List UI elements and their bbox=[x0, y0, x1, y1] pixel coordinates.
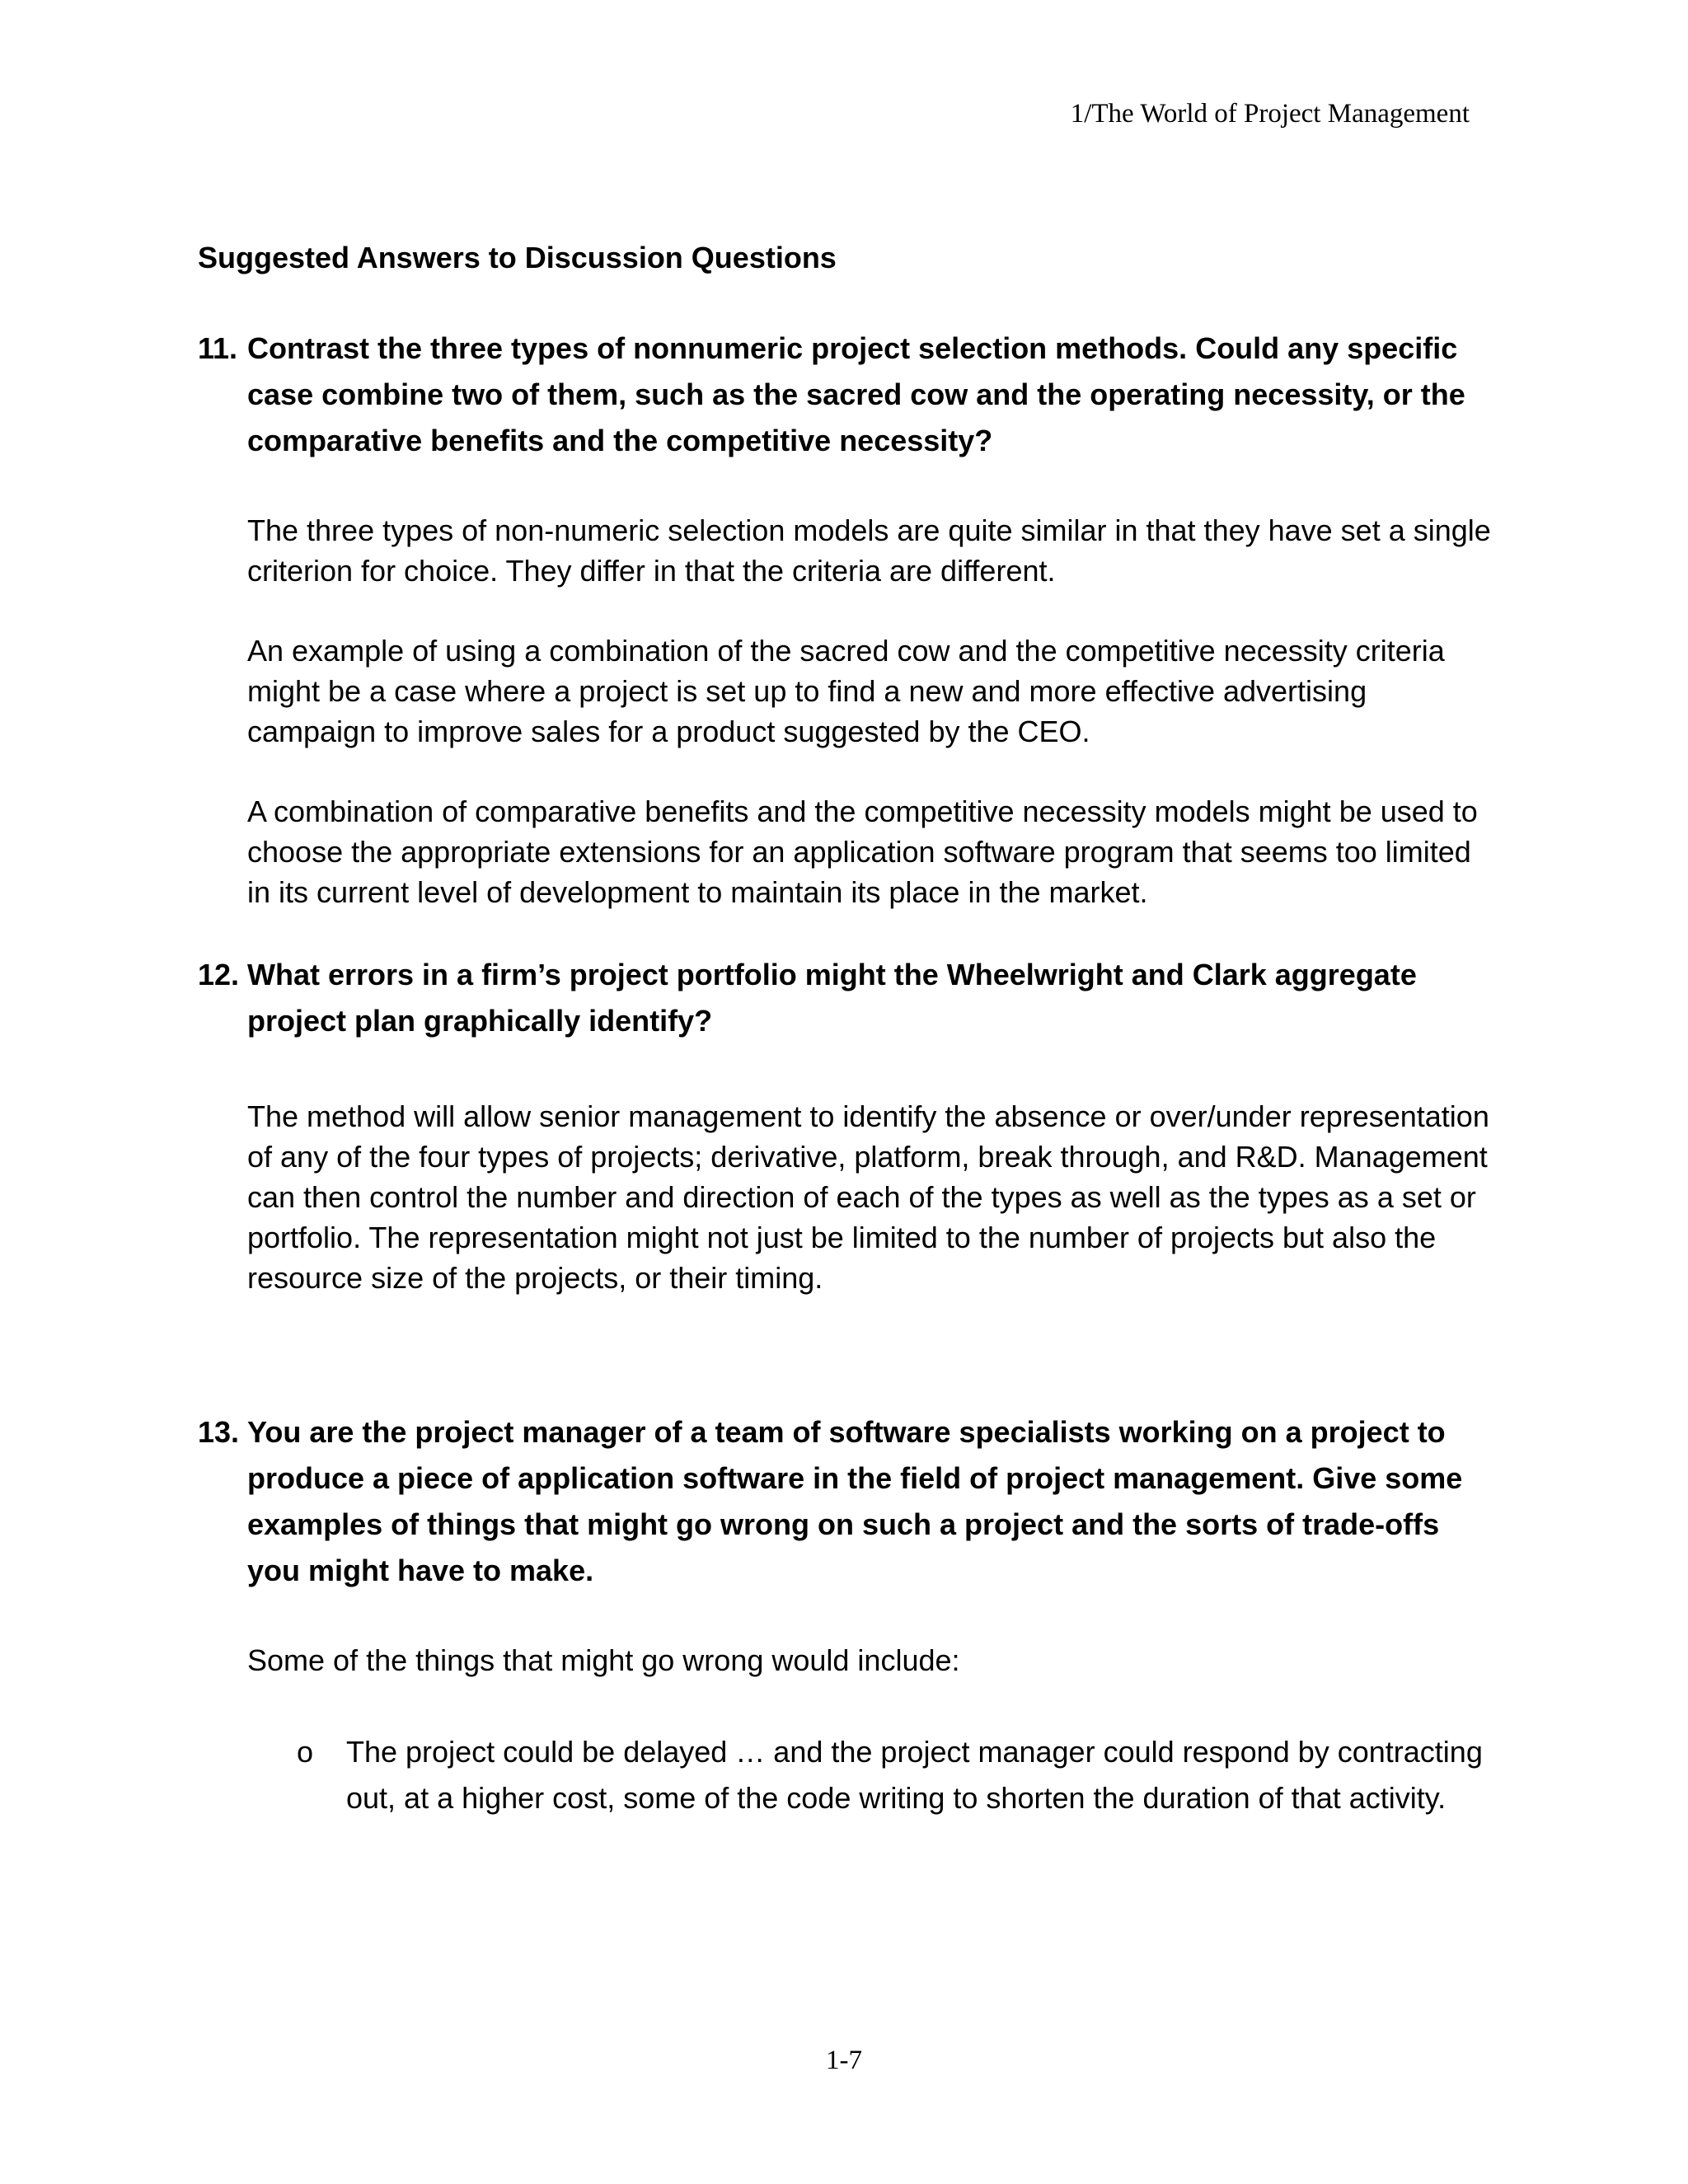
answer-paragraph: Some of the things that might go wrong would include: bbox=[247, 1643, 960, 1677]
answer-paragraph: An example of using a combination of the sacred cow and the competitive necessity criteria might be a case where a project is set up to find a new and more effective advertising campaign to improve sales for a product suggested by the CEO. bbox=[247, 634, 1445, 748]
page-header: 1/The World of Project Management bbox=[1070, 99, 1470, 129]
question-number: 12. bbox=[198, 958, 240, 991]
question-number: 13. bbox=[198, 1415, 240, 1449]
answer-paragraph: The method will allow senior management to identify the absence or over/under representation of any of the four types of projects; derivative, platform, break through, and R&D. Management can then control the number and direction of each of the types as well as the types as a set or portfolio. The representation might not just be limited to the number of projects but also the resource size of the projects, or their timing. bbox=[247, 1099, 1489, 1295]
answer-paragraph: A combination of comparative benefits and the competitive necessity models might be used to choose the appropriate extensions for an application software program that seems too limited in its current level of development to maintain its place in the market. bbox=[247, 794, 1478, 909]
page-number: 1-7 bbox=[826, 2046, 862, 2075]
question-text: You are the project manager of a team of software specialists working on a project to produce a piece of application software in the field of project management. Give some examples of things that might go wrong on such a project and the sorts of trade-offs you might have to make. bbox=[247, 1415, 1463, 1587]
section-title: Suggested Answers to Discussion Questions bbox=[198, 241, 837, 274]
question-text: Contrast the three types of nonnumeric project selection methods. Could any specific case combine two of them, such as the sacred cow and the operating necessity, or the comparative benefits and the competitive necessity? bbox=[247, 331, 1465, 457]
bullet-list-item bbox=[297, 1729, 1492, 1821]
question-13 bbox=[198, 1409, 1484, 1594]
question-number: 11. bbox=[198, 331, 238, 365]
answer-paragraph: The three types of non-numeric selection models are quite similar in that they have set a single criterion for choice. They differ in that the criteria are different. bbox=[247, 513, 1491, 588]
bullet-marker: o bbox=[297, 1735, 314, 1769]
question-12 bbox=[198, 952, 1484, 1044]
question-11 bbox=[198, 326, 1484, 464]
question-text: What errors in a firm’s project portfolio might the Wheelwright and Clark aggregate project plan graphically identify? bbox=[247, 958, 1417, 1038]
bullet-text: The project could be delayed … and the project manager could respond by contracting out, at a higher cost, some of the code writing to shorten the duration of that activity. bbox=[346, 1735, 1483, 1815]
